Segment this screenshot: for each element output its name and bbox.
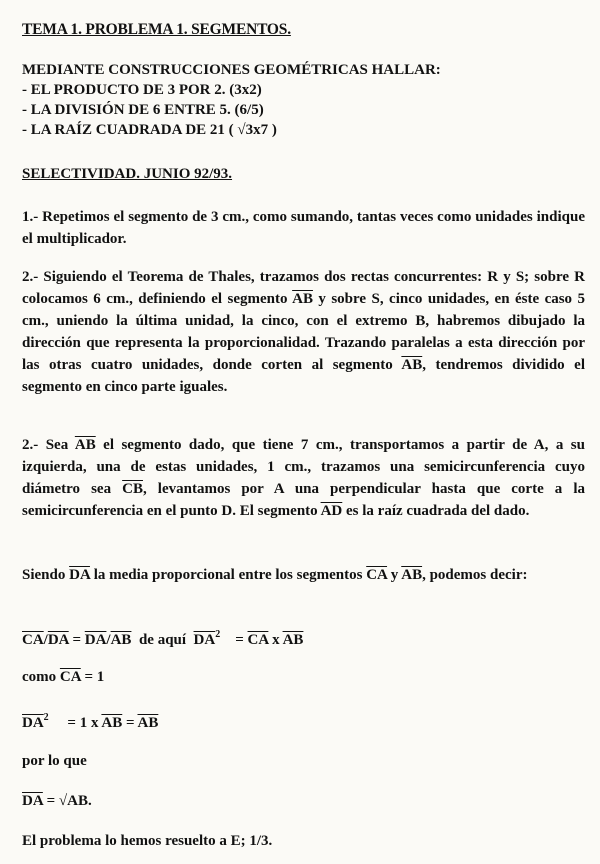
step-3-text: el segmento dado, que tiene 7 cm., transportamos a partir de A, a su izquierda, una de estas unidades, 1 cm., trazamos una semicircunferencia cuyo diámetro sea (22, 437, 585, 497)
equation-text: / (43, 632, 48, 648)
exponent: 2 (43, 712, 49, 723)
segment-label: $\overline{DA}$ (84, 632, 107, 648)
intro-item: - LA DIVISIÓN DE 6 ENTRE 5. (6/5) (22, 102, 264, 118)
segment-label: $\overline{AB}$ (401, 567, 423, 583)
segment-label: $\overline{DA}$ (193, 632, 216, 648)
source-text: SELECTIVIDAD. JUNIO 92/93. (22, 166, 233, 182)
equation-text: = (68, 632, 85, 648)
equation-1 (22, 625, 303, 650)
segment-label: $\overline{AB}$ (137, 715, 159, 731)
equation-text: = 1 (80, 669, 105, 685)
title-text: TEMA 1. PROBLEMA 1. SEGMENTOS. (22, 21, 291, 38)
step-2-paragraph (22, 266, 585, 398)
proportion-paragraph (22, 564, 585, 586)
proportion-text: , podemos decir: (422, 567, 528, 583)
page-title (22, 20, 291, 39)
equation-text: x (268, 632, 283, 648)
exponent: 2 (215, 629, 221, 640)
equation-text: como (22, 669, 60, 685)
intro-heading: MEDIANTE CONSTRUCCIONES GEOMÉTRICAS HALLAR: (22, 62, 441, 78)
step-3-paragraph (22, 434, 585, 522)
segment-label: $\overline{AB}$ (74, 437, 96, 453)
equation-text: de aquí (131, 632, 194, 648)
step-3-text: 2.- Sea (22, 437, 75, 453)
step-2-text: 2.- Siguiendo el Teorema de Thales, trazamos dos rectas concurrentes: R y S; sobre R colocamos 6 cm., definiendo el segmento (22, 269, 585, 307)
segment-label: $\overline{DA}$ (47, 632, 69, 648)
step-2-text: y sobre S, cinco unidades, en éste caso 5 cm., uniendo la última unidad, la cinco, con el extremo B, habremos dibujado la dirección que representa la proporcionalidad. Trazando paralelas a esta dirección por las otras cuatro unidades, donde corten al segmento (22, 291, 586, 373)
step-2-text: , tendremos dividido el segmento en cinco parte iguales. (22, 357, 585, 395)
source-heading (22, 165, 232, 184)
proportion-text: la media proporcional entre los segmentos (89, 567, 367, 583)
segment-label: $\overline{CA}$ (22, 632, 44, 648)
segment-label: $\overline{AB}$ (101, 715, 123, 731)
step-3-text: , levantamos por A una perpendicular hasta que corte a la semicircunferencia en el punto D. El segmento (22, 481, 585, 519)
conclusion-label: por lo que (22, 753, 87, 769)
equation-text: = 1 x (48, 715, 102, 731)
segment-label: $\overline{CB}$ (122, 481, 143, 497)
proportion-text: Siendo (22, 567, 70, 583)
equation-3 (22, 708, 158, 733)
intro-item: - LA RAÍZ CUADRADA DE 21 ( √3x7 ) (22, 122, 277, 138)
proportion-text: y (387, 567, 402, 583)
step-1-paragraph: 1.- Repetimos el segmento de 3 cm., como sumando, tantas veces como unidades indique el multiplicador. (22, 209, 585, 247)
equation-text: / (106, 632, 111, 648)
equation-4 (22, 792, 92, 811)
segment-label: $\overline{AB}$ (292, 291, 313, 307)
final-statement: El problema lo hemos resuelto a E; 1/3. (22, 833, 273, 849)
segment-label: $\overline{DA}$ (69, 567, 90, 583)
segment-label: $\overline{CA}$ (366, 567, 388, 583)
segment-label: $\overline{AB}$ (110, 632, 132, 648)
segment-label: $\overline{CA}$ (247, 632, 269, 648)
segment-label: $\overline{AD}$ (320, 503, 343, 519)
equation-2 (22, 668, 104, 687)
segment-label: $\overline{CA}$ (59, 669, 81, 685)
segment-label: $\overline{DA}$ (22, 793, 43, 809)
segment-label: $\overline{AB}$ (282, 632, 304, 648)
segment-label: $\overline{DA}$ (22, 715, 44, 731)
equation-text: = (122, 715, 138, 731)
step-3-text: es la raíz cuadrada del dado. (342, 503, 530, 519)
segment-label: $\overline{AB}$ (401, 357, 423, 373)
equation-text: = √AB. (42, 793, 92, 809)
equation-text: = (220, 632, 248, 648)
intro-item: - EL PRODUCTO DE 3 POR 2. (3x2) (22, 82, 262, 98)
